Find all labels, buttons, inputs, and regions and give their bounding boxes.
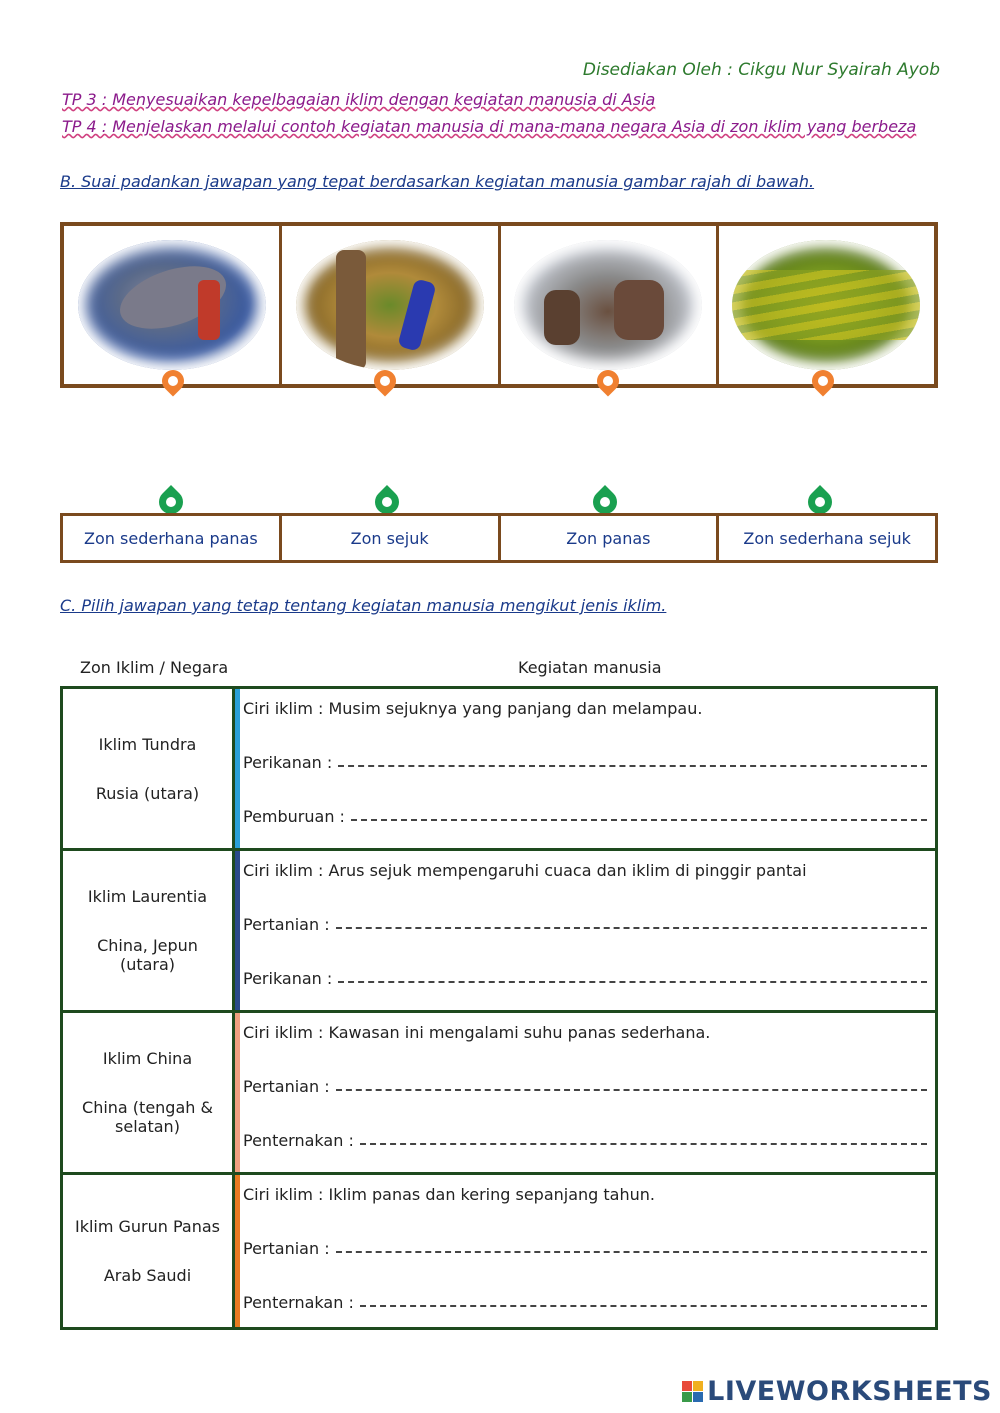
column-header-zone: Zon Iklim / Negara	[80, 658, 229, 677]
rice-terrace-image	[732, 240, 920, 370]
answer-blank[interactable]	[360, 1293, 927, 1307]
table-row	[63, 1013, 935, 1175]
climate-name: Iklim Laurentia	[87, 887, 208, 906]
answer-label: Pertanian :	[243, 1239, 330, 1258]
answer-blank[interactable]	[338, 753, 927, 767]
climate-feature: Ciri iklim : Iklim panas dan kering sepanjang tahun.	[243, 1185, 655, 1204]
answer-label: Pertanian :	[243, 1077, 330, 1096]
hunting-image	[514, 240, 702, 370]
answer-blank[interactable]	[360, 1131, 927, 1145]
zone-option-2: Zon sejuk	[282, 516, 501, 560]
column-header-activity: Kegiatan manusia	[518, 658, 662, 677]
answer-blank[interactable]	[336, 1077, 927, 1091]
liveworksheets-logo	[682, 1376, 992, 1407]
answer-label: Perikanan :	[243, 969, 333, 988]
activity-cell	[235, 1175, 935, 1327]
zone-cell	[63, 1175, 235, 1327]
picture-hunting	[501, 226, 719, 384]
zone-options-row	[60, 513, 938, 563]
activity-cell	[235, 1013, 935, 1172]
zone-cell	[63, 1013, 235, 1172]
country-name: China, Jepun (utara)	[97, 936, 198, 974]
table-row	[63, 689, 935, 851]
logo-text: LIVEWORKSHEETS	[707, 1376, 992, 1407]
climate-feature: Ciri iklim : Arus sejuk mempengaruhi cuaca dan iklim di pinggir pantai	[243, 861, 807, 880]
zone-cell	[63, 851, 235, 1010]
activity-pictures-row	[60, 222, 938, 388]
activity-cell	[235, 689, 935, 848]
row-accent-bar	[235, 689, 240, 848]
answer-blank[interactable]	[338, 969, 927, 983]
climate-feature: Ciri iklim : Musim sejuknya yang panjang dan melampau.	[243, 699, 703, 718]
learning-objective-tp4: TP 4 : Menjelaskan melalui contoh kegiatan manusia di mana-mana negara Asia di zon iklim yang berbeza	[62, 117, 917, 136]
answer-label: Penternakan :	[243, 1131, 354, 1150]
logo-badge-icon	[682, 1381, 703, 1402]
answer-blank[interactable]	[336, 915, 927, 929]
zone-cell	[63, 689, 235, 848]
table-row	[63, 1175, 935, 1327]
section-c-heading: C. Pilih jawapan yang tetap tentang kegiatan manusia mengikut jenis iklim.	[60, 596, 667, 615]
fishing-image	[78, 240, 266, 370]
learning-objective-tp3: TP 3 : Menyesuaikan kepelbagaian iklim dengan kegiatan manusia di Asia	[62, 90, 656, 109]
date-palm-image	[296, 240, 484, 370]
climate-name: Iklim Tundra	[98, 734, 197, 754]
section-b-heading: B. Suai padankan jawapan yang tepat berdasarkan kegiatan manusia gambar rajah di bawah.	[60, 172, 815, 191]
answer-label: Pertanian :	[243, 915, 330, 934]
row-accent-bar	[235, 851, 240, 1010]
picture-fishing	[64, 226, 282, 384]
country-name: Rusia (utara)	[95, 783, 200, 803]
author-credit: Disediakan Oleh : Cikgu Nur Syairah Ayob	[582, 60, 940, 80]
country-name: Arab Saudi	[103, 1266, 192, 1285]
zone-option-4: Zon sederhana sejuk	[743, 528, 911, 548]
picture-date-palm	[282, 226, 500, 384]
table-row	[63, 851, 935, 1013]
zone-option-1: Zon sederhana panas	[63, 516, 282, 560]
activity-cell	[235, 851, 935, 1010]
climate-activity-table	[60, 686, 938, 1330]
zone-option-3: Zon panas	[501, 516, 720, 560]
row-accent-bar	[235, 1175, 240, 1327]
row-accent-bar	[235, 1013, 240, 1172]
answer-blank[interactable]	[351, 807, 927, 821]
climate-name: Iklim Gurun Panas	[74, 1217, 221, 1236]
answer-label: Perikanan :	[243, 753, 333, 772]
answer-blank[interactable]	[336, 1239, 927, 1253]
answer-label: Pemburuan :	[243, 807, 345, 826]
climate-feature: Ciri iklim : Kawasan ini mengalami suhu panas sederhana.	[243, 1023, 711, 1042]
country-name: China (tengah & selatan)	[82, 1098, 213, 1136]
picture-rice-terrace	[719, 226, 934, 384]
climate-name: Iklim China	[102, 1049, 193, 1068]
answer-label: Penternakan :	[243, 1293, 354, 1312]
